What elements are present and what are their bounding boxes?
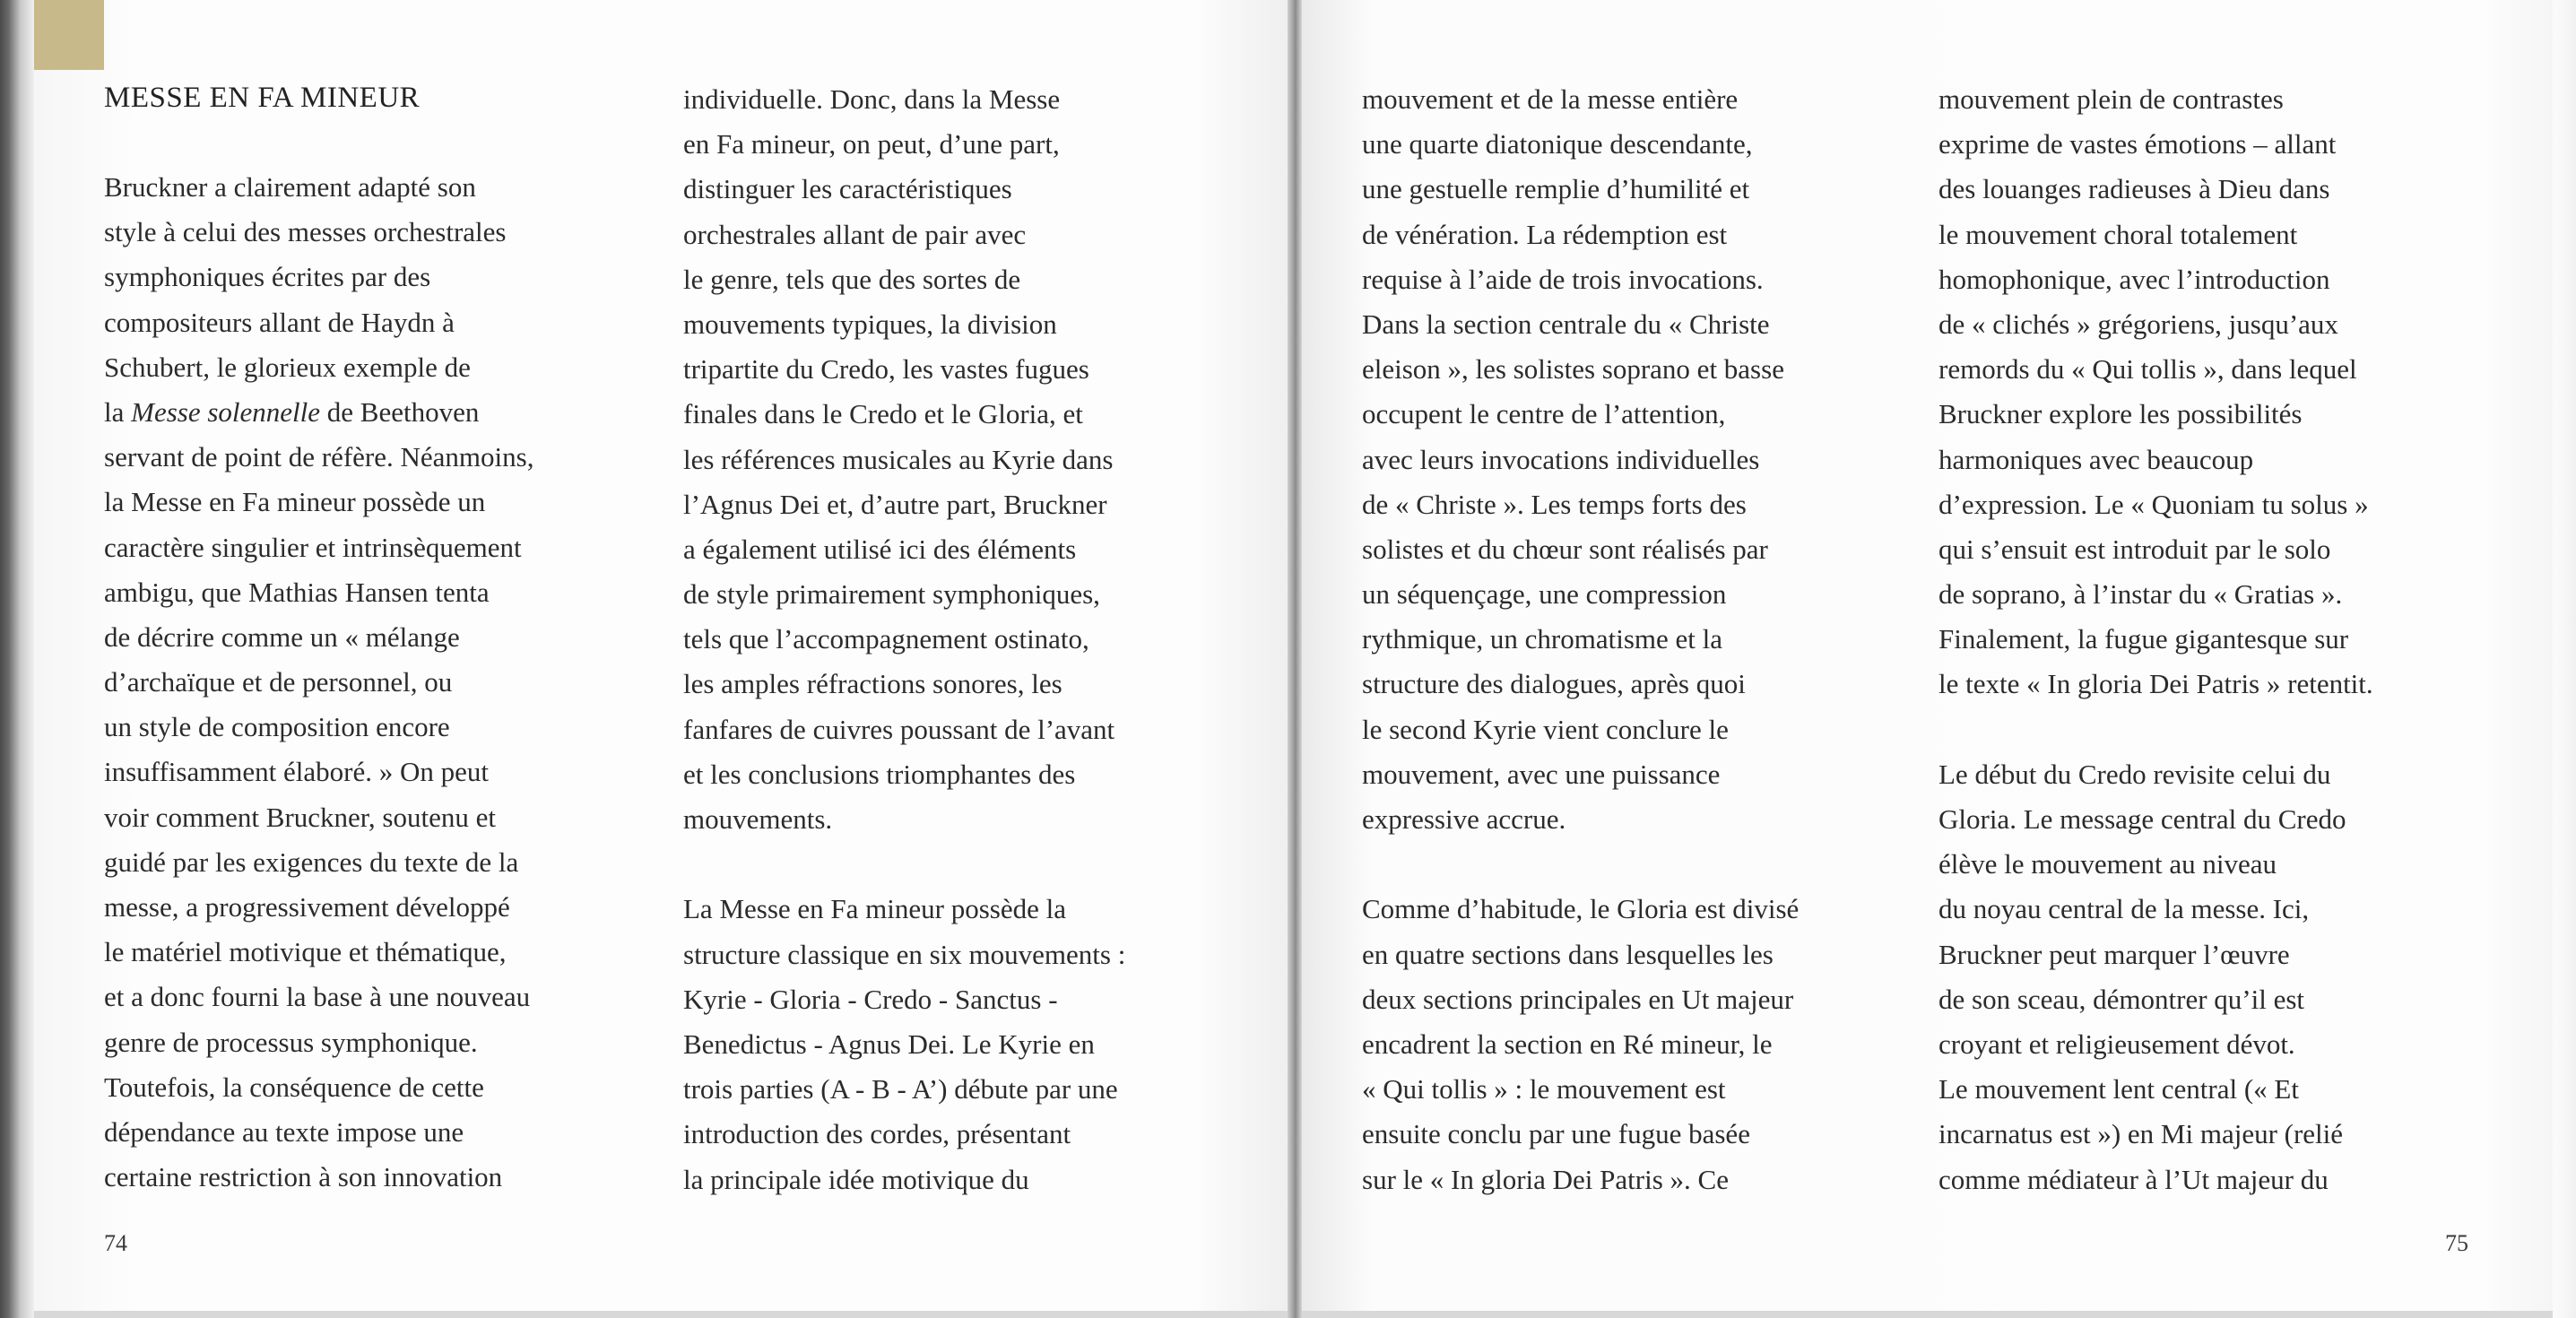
page-number-left: 74 xyxy=(104,1230,127,1256)
text-line: la Messe solennelle de Beethoven xyxy=(104,395,480,428)
text-line: un style de composition encore xyxy=(104,711,450,743)
text-line: Kyrie - Gloria - Credo - Sanctus - xyxy=(683,983,1058,1015)
text-line: tels que l’accompagnement ostinato, xyxy=(683,623,1089,655)
text-line: orchestrales allant de pair avec xyxy=(683,218,1027,250)
text-line: Bruckner explore les possibilités xyxy=(1939,398,2303,430)
text-line: mouvement et de la messe entière xyxy=(1362,83,1739,115)
text-line: une gestuelle remplie d’humilité et xyxy=(1362,173,1750,205)
text-column-2 xyxy=(683,77,1125,1202)
text-line: exprime de vastes émotions – allant xyxy=(1939,128,2337,160)
text-line: le genre, tels que des sortes de xyxy=(683,263,1021,295)
text-line: les références musicales au Kyrie dans xyxy=(683,443,1114,475)
text-line: symphoniques écrites par des xyxy=(104,261,431,293)
text-line: Schubert, le glorieux exemple de xyxy=(104,351,471,383)
text-line: mouvement, avec une puissance xyxy=(1362,758,1721,790)
text-line: certaine restriction à son innovation xyxy=(104,1161,503,1193)
text-line: Dans la section centrale du « Christe xyxy=(1362,308,1770,340)
text-line: qui s’ensuit est introduit par le solo xyxy=(1939,533,2331,565)
text-line: occupent le centre de l’attention, xyxy=(1362,398,1726,430)
text-line: incarnatus est ») en Mi majeur (relié xyxy=(1939,1118,2344,1150)
text-line: ambigu, que Mathias Hansen tenta xyxy=(104,576,490,608)
text-line: de style primairement symphoniques, xyxy=(683,578,1100,611)
text-line: insuffisamment élaboré. » On peut xyxy=(104,756,490,788)
text-line: de décrire comme un « mélange xyxy=(104,620,460,653)
text-line: ensuite conclu par une fugue basée xyxy=(1362,1118,1750,1150)
text-line: avec leurs invocations individuelles xyxy=(1362,443,1760,475)
text-line: fanfares de cuivres poussant de l’avant xyxy=(683,713,1115,745)
text-line: tripartite du Credo, les vastes fugues xyxy=(683,353,1089,386)
page-number-right: 75 xyxy=(2445,1230,2468,1256)
text-line: Bruckner peut marquer l’œuvre xyxy=(1939,938,2290,970)
text-line: de son sceau, démontrer qu’il est xyxy=(1939,983,2305,1015)
text-line: trois parties (A - B - A’) débute par une xyxy=(683,1073,1118,1106)
text-line: distinguer les caractéristiques xyxy=(683,173,1012,205)
text-line: mouvement plein de contrastes xyxy=(1939,83,2284,115)
text-line: et les conclusions triomphantes des xyxy=(683,758,1076,790)
text-line: en quatre sections dans lesquelles les xyxy=(1362,938,1774,970)
text-line: Le mouvement lent central (« Et xyxy=(1939,1073,2299,1106)
text-line: Comme d’habitude, le Gloria est divisé xyxy=(1362,893,1800,925)
text-line: le second Kyrie vient conclure le xyxy=(1362,713,1729,745)
text-line: expressive accrue. xyxy=(1362,803,1566,835)
text-line: remords du « Qui tollis », dans lequel xyxy=(1939,353,2357,386)
text-line: dépendance au texte impose une xyxy=(104,1115,464,1148)
text-line: la principale idée motivique du xyxy=(683,1163,1029,1195)
gold-corner-mark xyxy=(34,0,104,70)
text-line: de « Christe ». Les temps forts des xyxy=(1362,488,1747,520)
paragraph-gap xyxy=(1362,842,1799,887)
text-column-1 xyxy=(104,165,533,1200)
text-line: d’archaïque et de personnel, ou xyxy=(104,666,453,698)
text-line: encadrent la section en Ré mineur, le xyxy=(1362,1028,1773,1060)
text-line: harmoniques avec beaucoup xyxy=(1939,443,2254,475)
text-line: structure des dialogues, après quoi xyxy=(1362,668,1746,700)
text-line: finales dans le Credo et le Gloria, et xyxy=(683,398,1083,430)
text-column-4 xyxy=(1939,77,2373,1202)
text-line: messe, a progressivement développé xyxy=(104,891,510,923)
book-edge-right xyxy=(2553,0,2576,1318)
text-line: Gloria. Le message central du Credo xyxy=(1939,803,2346,835)
text-line: le mouvement choral totalement xyxy=(1939,218,2298,250)
text-line: compositeurs allant de Haydn à xyxy=(104,306,455,338)
book-gutter xyxy=(1288,0,1302,1318)
text-line: la Messe en Fa mineur possède un xyxy=(104,486,486,518)
text-line: l’Agnus Dei et, d’autre part, Bruckner xyxy=(683,488,1107,520)
text-line: croyant et religieusement dévot. xyxy=(1939,1028,2295,1060)
text-line: eleison », les solistes soprano et basse xyxy=(1362,353,1784,386)
text-line: « Qui tollis » : le mouvement est xyxy=(1362,1073,1726,1106)
text-line: rythmique, un chromatisme et la xyxy=(1362,623,1723,655)
text-line: mouvements. xyxy=(683,803,833,835)
text-line: solistes et du chœur sont réalisés par xyxy=(1362,533,1768,565)
text-line: style à celui des messes orchestrales xyxy=(104,216,507,248)
text-line: Benedictus - Agnus Dei. Le Kyrie en xyxy=(683,1028,1095,1060)
text-line: Finalement, la fugue gigantesque sur xyxy=(1939,623,2349,655)
text-line: élève le mouvement au niveau xyxy=(1939,848,2277,880)
text-line: de soprano, à l’instar du « Gratias ». xyxy=(1939,578,2343,611)
text-column-3 xyxy=(1362,77,1799,1202)
paragraph-gap xyxy=(683,842,1125,887)
text-line: Toutefois, la conséquence de cette xyxy=(104,1071,484,1103)
text-line: homophonique, avec l’introduction xyxy=(1939,263,2330,295)
text-line: le matériel motivique et thématique, xyxy=(104,936,507,968)
text-line: une quarte diatonique descendante, xyxy=(1362,128,1753,160)
text-line: du noyau central de la messe. Ici, xyxy=(1939,893,2310,925)
text-line: a également utilisé ici des éléments xyxy=(683,533,1077,565)
text-line: individuelle. Donc, dans la Messe xyxy=(683,83,1061,115)
text-line: le texte « In gloria Dei Patris » retentit. xyxy=(1939,668,2373,700)
text-line: caractère singulier et intrinsèquement xyxy=(104,531,522,563)
text-line: les amples réfractions sonores, les xyxy=(683,668,1062,700)
text-line: sur le « In gloria Dei Patris ». Ce xyxy=(1362,1163,1729,1195)
text-line: de vénération. La rédemption est xyxy=(1362,218,1728,250)
text-line: servant de point de réfère. Néanmoins, xyxy=(104,441,534,473)
text-line: de « clichés » grégoriens, jusqu’aux xyxy=(1939,308,2338,340)
book-edge-left xyxy=(0,0,34,1318)
text-line: requise à l’aide de trois invocations. xyxy=(1362,263,1764,295)
text-line: guidé par les exigences du texte de la xyxy=(104,845,519,878)
paragraph-gap xyxy=(1939,707,2373,752)
text-line: genre de processus symphonique. xyxy=(104,1026,478,1058)
text-line: La Messe en Fa mineur possède la xyxy=(683,893,1066,925)
text-line: d’expression. Le « Quoniam tu solus » xyxy=(1939,488,2369,520)
text-line: mouvements typiques, la division xyxy=(683,308,1057,340)
text-line: comme médiateur à l’Ut majeur du xyxy=(1939,1163,2329,1195)
text-line: des louanges radieuses à Dieu dans xyxy=(1939,173,2330,205)
text-line: voir comment Bruckner, soutenu et xyxy=(104,801,496,833)
text-line: deux sections principales en Ut majeur xyxy=(1362,983,1794,1015)
text-line: en Fa mineur, on peut, d’une part, xyxy=(683,128,1060,160)
text-line: Bruckner a clairement adapté son xyxy=(104,171,476,203)
page-heading: MESSE EN FA MINEUR xyxy=(104,82,421,114)
text-line: introduction des cordes, présentant xyxy=(683,1118,1071,1150)
text-line: Le début du Credo revisite celui du xyxy=(1939,758,2331,790)
text-line: un séquençage, une compression xyxy=(1362,578,1727,611)
text-line: et a donc fourni la base à une nouveau xyxy=(104,981,531,1013)
text-line: structure classique en six mouvements : xyxy=(683,938,1126,970)
